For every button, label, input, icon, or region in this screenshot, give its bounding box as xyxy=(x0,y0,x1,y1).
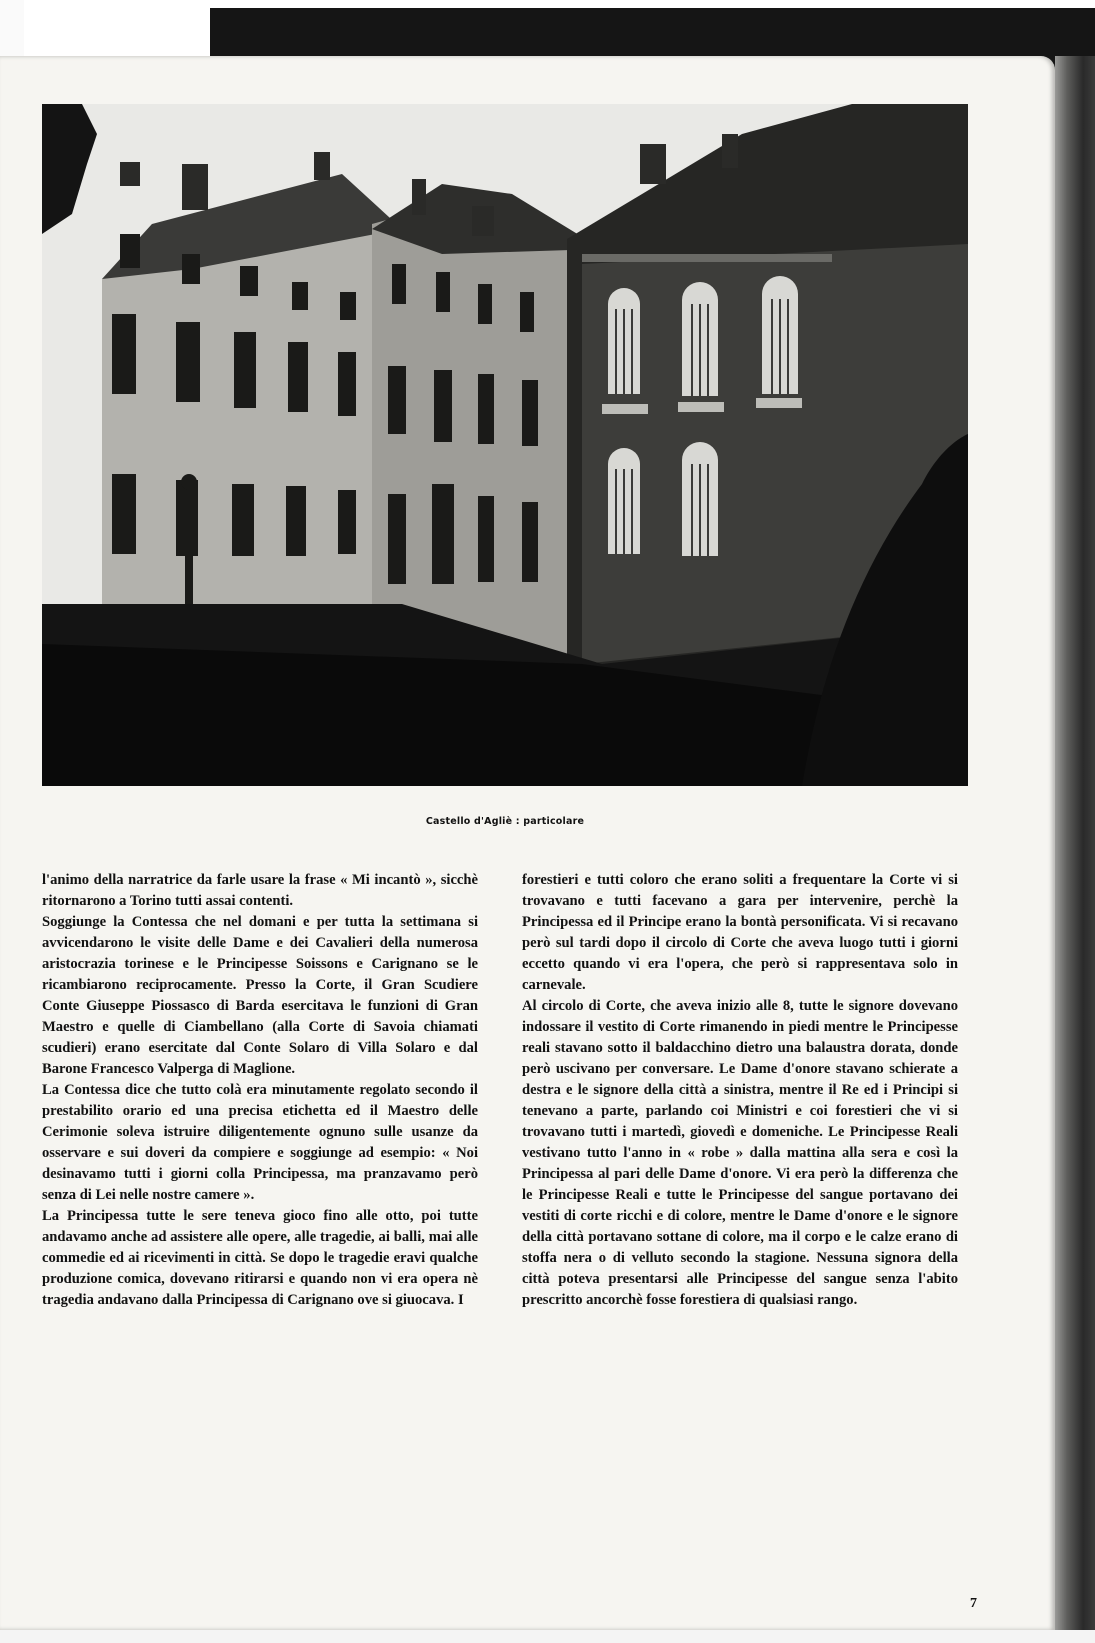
paragraph: La Contessa dice che tutto colà era minutamente regolato secondo il prestabilito orario ed una precisa etichetta ed il Maestro delle Cerimonie soleva istruire diligentemente ognuno sulle usanze da osservare e sui doveri da compiere e soggiunge ad esempio: « Noi desinavamo tutti i giorni colla Principessa, ma pranzavamo però senza di Lei nelle nostre camere ». xyxy=(42,1082,478,1203)
paragraph: Al circolo di Corte, che aveva inizio alle 8, tutte le signore dovevano indossare il vestito di Corte rimanendo in piedi mentre le Principesse reali stavano sotto il baldacchino dietro una balaustra dorata, donde però uscivano per conversare. Le Dame d'onore stavano schierate a destra e le signore della città a sinistra, mentre il Re ed i Principi si tenevano a parte, parlando coi Ministri e coi forestieri che vi si trovavano tutti i martedì, giovedì e domeniche. Le Principesse Reali vestivano tutto l'anno in « robe » dalla mattina alla sera e così la Principessa al pari delle Dame d'onore. Vi era però la differenza che le Principesse Reali e tutte le Principesse del sangue portavano dei vestiti di corte ricchi e di colore, mentre le Dame d'onore e le signore della città portavano sottane di colore, ma il corpo e le calze erano di stoffa nera o di velluto secondo la stagione. Nessuna signora della città poteva presentarsi alle Principesse del sangue senza l'abito prescritto ancorchè fosse forestiera di qualsiasi rango. xyxy=(522,998,958,1308)
paragraph: forestieri e tutti coloro che erano soliti a frequentare la Corte vi si trovavano e tutti facevano a gara per intervenire, perchè la Principessa ed il Principe erano la bontà personificata. Vi si recavano però sul tardi dopo il circolo di Corte che aveva luogo tutti i giorni eccetto quando vi era l'opera, che però si rappresentava solo in carnevale. xyxy=(522,872,958,993)
book-binding xyxy=(1055,56,1095,1630)
scan-top-edge xyxy=(0,0,1095,62)
text-column-left xyxy=(42,870,478,1311)
paragraph: La Principessa tutte le sere teneva gioco fino alle otto, poi tutte andavamo anche ad assistere alle opere, alle tragedie, ai balli, mai alle commedie ed ai ricevimenti in città. Se dopo le tragedie eravi qualche produzione comica, dovevano ritirarsi e quando non vi era opera nè tragedia andavano dalla Principessa di Carignano ove si giuocava. I xyxy=(42,1208,478,1308)
castle-photo-illustration xyxy=(42,104,968,786)
castle-photo xyxy=(42,104,968,786)
page-number: 7 xyxy=(970,1596,977,1611)
text-column-right xyxy=(522,870,958,1311)
paragraph: Soggiunge la Contessa che nel domani e per tutta la settimana si avvicendarono le visite delle Dame e dei Cavalieri della numerosa aristocrazia torinese e le Principesse Soissons e Carignano se le ricambiarono reciprocamente. Presso la Corte, il Gran Scudiere Conte Giuseppe Piossasco di Barda esercitava le funzioni di Gran Maestro e quelle di Ciambellano (alla Corte di Savoia chiamati scudieri) erano esercitate dal Conte Solaro di Villa Solaro e dal Barone Francesco Valperga di Maglione. xyxy=(42,914,478,1077)
photo-caption: Castello d'Agliè : particolare xyxy=(425,816,585,827)
paragraph: l'animo della narratrice da farle usare la frase « Mi incantò », sicchè ritornarono a Torino tutti assai contenti. xyxy=(42,872,478,909)
